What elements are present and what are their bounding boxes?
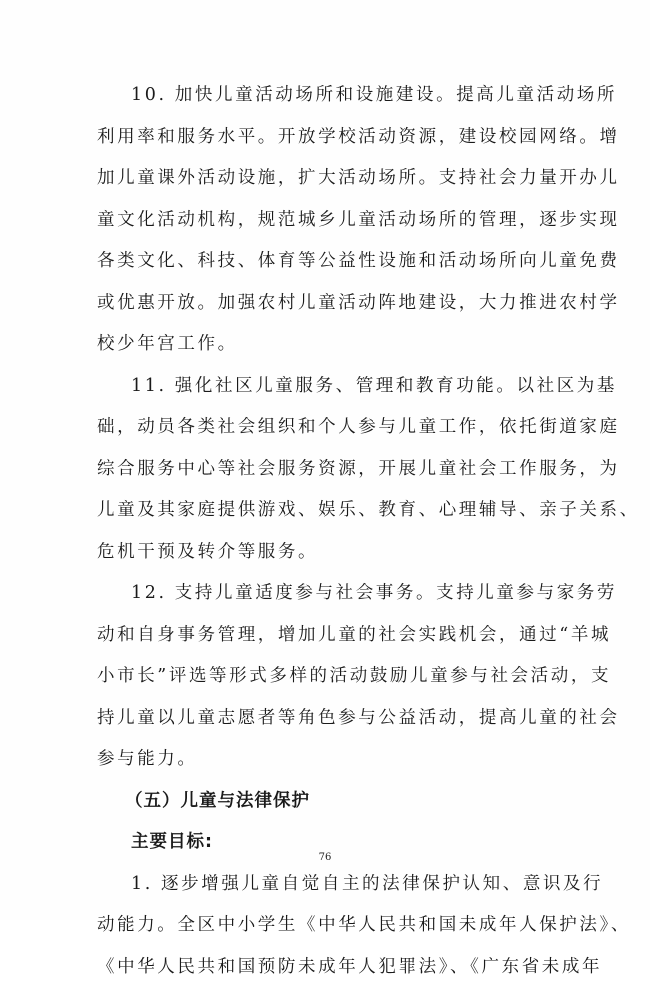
page-number: 76	[0, 852, 650, 863]
text-line: 校少年宫工作。	[97, 329, 564, 371]
text-line: 危机干预及转介等服务。	[97, 537, 564, 579]
text-line: 小市长”评选等形式多样的活动鼓励儿童参与社会活动，支	[97, 661, 564, 703]
subheading: 主要目标:	[97, 827, 564, 869]
text-line: 儿童及其家庭提供游戏、娱乐、教育、心理辅导、亲子关系、	[97, 495, 564, 537]
text-line: 综合服务中心等社会服务资源，开展儿童社会工作服务，为	[97, 454, 564, 496]
text-line: 各类文化、科技、体育等公益性设施和活动场所向儿童免费	[97, 246, 564, 288]
text-line: 利用率和服务水平。开放学校活动资源，建设校园网络。增	[97, 122, 564, 164]
text-line: 加儿童课外活动设施，扩大活动场所。支持社会力量开办儿	[97, 163, 564, 205]
paragraph-goal-1	[97, 869, 564, 993]
text-line: 持儿童以儿童志愿者等角色参与公益活动，提高儿童的社会	[97, 703, 564, 745]
text-line: 动和自身事务管理，增加儿童的社会实践机会，通过“羊城	[97, 620, 564, 662]
text-line: 10. 加快儿童活动场所和设施建设。提高儿童活动场所	[97, 80, 564, 122]
text-line: 础，动员各类社会组织和个人参与儿童工作，依托街道家庭	[97, 412, 564, 454]
text-line: 动能力。全区中小学生《中华人民共和国未成年人保护法》、	[97, 910, 564, 952]
text-line: 参与能力。	[97, 744, 564, 786]
section-heading: （五）儿童与法律保护	[97, 786, 564, 828]
text-line: 《中华人民共和国预防未成年人犯罪法》、《广东省未成年	[97, 952, 564, 993]
text-line: 12. 支持儿童适度参与社会事务。支持儿童参与家务劳	[97, 578, 564, 620]
text-line: 11. 强化社区儿童服务、管理和教育功能。以社区为基	[97, 371, 564, 413]
text-line: 或优惠开放。加强农村儿童活动阵地建设，大力推进农村学	[97, 288, 564, 330]
text-line: 1. 逐步增强儿童自觉自主的法律保护认知、意识及行	[97, 869, 564, 911]
text-line: 童文化活动机构，规范城乡儿童活动场所的管理，逐步实现	[97, 205, 564, 247]
paragraph-item-10	[97, 80, 564, 371]
paragraph-item-11	[97, 371, 564, 579]
paragraph-item-12	[97, 578, 564, 786]
